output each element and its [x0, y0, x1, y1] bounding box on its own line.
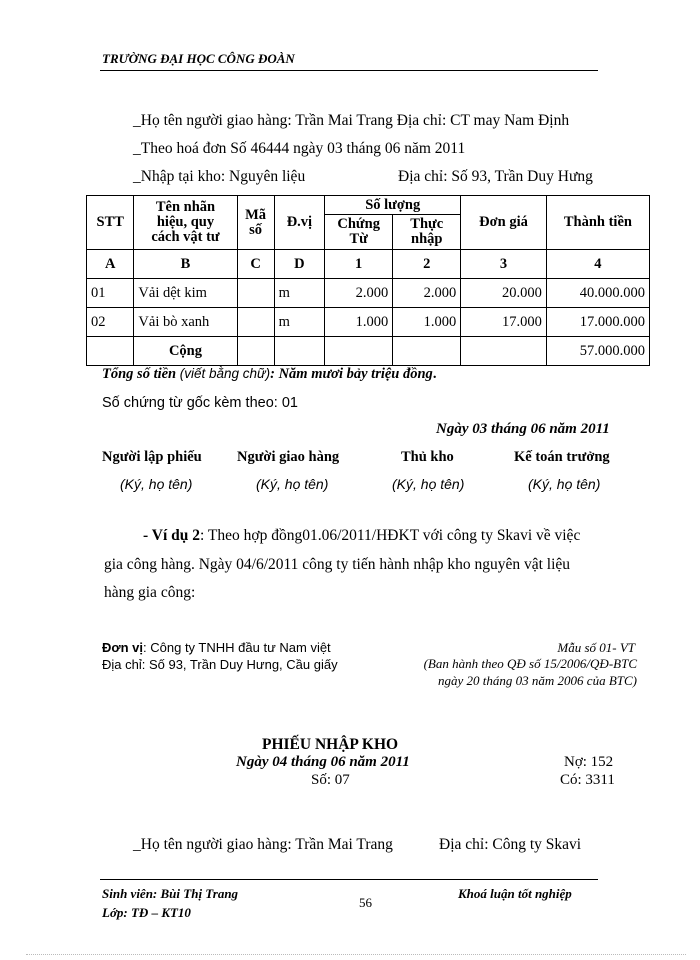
unit-line [102, 640, 331, 655]
row-name: Vải dệt kim [134, 279, 237, 308]
letter-cell: 1 [325, 250, 393, 279]
row-code [237, 308, 274, 337]
total-words-line: Tổng số tiền (viết bằng chữ): Năm mươi bảy triệu đồng. [102, 366, 437, 382]
total-empty [237, 337, 274, 366]
goods-table [86, 195, 650, 366]
sig-sub-deliverer: (Ký, họ tên) [256, 476, 329, 492]
letter-cell: B [134, 250, 237, 279]
row-amount: 40.000.000 [546, 279, 649, 308]
receipt2-date: Ngày 04 tháng 06 năm 2011 [236, 754, 410, 770]
row-qty-doc: 1.000 [325, 308, 393, 337]
page-edge-dots [26, 954, 686, 955]
deliverer-name: Trần Mai Trang [295, 112, 393, 129]
col-amount: Thành tiền [546, 196, 649, 250]
address-label-inline: Địa chỉ: [396, 112, 447, 129]
row-code [237, 279, 274, 308]
footer-rule [100, 879, 598, 880]
sig-title-chief-accountant: Kế toán trưởng [514, 449, 610, 465]
col-price: Đơn giá [461, 196, 547, 250]
example2-line3: hàng gia công: [104, 584, 196, 601]
col-qty-doc-l1: Chứng [337, 216, 380, 232]
total-empty [393, 337, 461, 366]
unit-label: Đơn vị [102, 640, 144, 655]
total-empty [87, 337, 134, 366]
letter-cell: 4 [546, 250, 649, 279]
warehouse-address-label: Địa chỉ: [398, 168, 448, 185]
row-stt: 01 [87, 279, 134, 308]
col-quantity: Số lượng [325, 196, 461, 215]
total-amount: 57.000.000 [546, 337, 649, 366]
receipt2-title: PHIẾU NHẬP KHO [262, 736, 399, 753]
row-qty-real: 2.000 [393, 279, 461, 308]
col-code-l1: Mã [245, 206, 267, 223]
example2-label: - Ví dụ 2 [143, 527, 200, 544]
unit-address: Địa chỉ: Số 93, Trần Duy Hưng, Cầu giấy [102, 657, 338, 672]
letter-cell: D [274, 250, 325, 279]
row-name: Vải bò xanh [134, 308, 237, 337]
total-empty [325, 337, 393, 366]
footer-class: Lớp: TĐ – KT10 [102, 905, 191, 920]
receipt2-debit: Nợ: 152 [564, 754, 614, 770]
receipt2-credit: Có: 3311 [560, 772, 615, 788]
letter-cell: 3 [461, 250, 547, 279]
unit-value: : Công ty TNHH đầu tư Nam việt [143, 640, 331, 655]
attached-docs: Số chứng từ gốc kèm theo: 01 [102, 395, 298, 411]
col-stt: STT [87, 196, 134, 250]
receipt2-deliverer-name: Trần Mai Trang [295, 836, 393, 853]
col-qty-doc-l2: Từ [349, 231, 368, 247]
warehouse-line [133, 168, 305, 186]
form-note-2: ngày 20 tháng 03 năm 2006 của BTC) [438, 673, 637, 688]
col-qty-real-l1: Thực [410, 216, 444, 232]
row-unit: m [274, 308, 325, 337]
letter-cell: 2 [393, 250, 461, 279]
school-header: TRƯỜNG ĐẠI HỌC CÔNG ĐOÀN [102, 51, 295, 66]
col-name [134, 196, 237, 250]
total-empty [274, 337, 325, 366]
total-words-value: Năm mươi bảy triệu đồng [278, 366, 433, 382]
row-qty-real: 1.000 [393, 308, 461, 337]
total-words-colon: : [270, 366, 275, 382]
col-name-l1: Tên nhãn [155, 199, 216, 215]
table-letter-row [87, 250, 650, 279]
receipt2-address-line [439, 836, 581, 854]
receipt2-number: Số: 07 [311, 772, 350, 788]
total-words-note: (viết bằng chữ) [179, 366, 271, 381]
row-qty-doc: 2.000 [325, 279, 393, 308]
total-empty [461, 337, 547, 366]
invoice-line: _Theo hoá đơn Số 46444 ngày 03 tháng 06 năm 2011 [133, 140, 466, 157]
form-number: Mẫu số 01- VT [557, 640, 635, 655]
sig-title-deliverer: Người giao hàng [237, 449, 340, 465]
total-words-label: Tổng số tiền [102, 366, 177, 382]
col-qty-real-l2: nhập [411, 231, 443, 247]
letter-cell: A [87, 250, 134, 279]
table-total-row [87, 337, 650, 366]
row-price: 20.000 [461, 279, 547, 308]
footer-student: Sinh viên: Bùi Thị Trang [102, 886, 239, 901]
warehouse-value: Nguyên liệu [229, 168, 306, 185]
example2-text1: : Theo hợp đồng01.06/2011/HĐKT với công ty Skavi về việc [200, 527, 581, 544]
receipt2-address-value: Công ty Skavi [492, 836, 582, 853]
sig-sub-preparer: (Ký, họ tên) [120, 476, 193, 492]
total-label: Cộng [134, 337, 237, 366]
row-price: 17.000 [461, 308, 547, 337]
deliverer-label: _Họ tên người giao hàng: [133, 112, 292, 129]
col-code-l2: số [249, 221, 263, 238]
row-amount: 17.000.000 [546, 308, 649, 337]
sig-sub-storekeeper: (Ký, họ tên) [392, 476, 465, 492]
col-qty-real [393, 215, 461, 250]
sign-date: Ngày 03 tháng 06 năm 2011 [436, 421, 610, 437]
col-qty-doc [325, 215, 393, 250]
example2-line1 [143, 527, 580, 545]
warehouse-address-value: Số 93, Trần Duy Hưng [451, 168, 593, 185]
col-unit: Đ.vị [274, 196, 325, 250]
warehouse-address [398, 168, 593, 186]
receipt2-address-label: Địa chỉ: [439, 836, 489, 853]
table-header-row [87, 196, 650, 215]
table-row [87, 279, 650, 308]
col-name-l3: cách vật tư [151, 229, 220, 245]
example2-line2: gia công hàng. Ngày 04/6/2011 công ty tiến hành nhập kho nguyên vật liệu [104, 556, 571, 573]
address-inline: CT may Nam Định [450, 112, 570, 129]
sig-title-preparer: Người lập phiếu [102, 449, 202, 465]
header-rule [100, 70, 598, 71]
col-name-l2: hiệu, quy [156, 214, 215, 230]
form-note-1: (Ban hành theo QĐ số 15/2006/QĐ-BTC [423, 656, 637, 671]
receipt2-deliverer-line [133, 836, 393, 854]
row-stt: 02 [87, 308, 134, 337]
table-row [87, 308, 650, 337]
page-number: 56 [359, 895, 372, 910]
receipt2-deliverer-label: _Họ tên người giao hàng: [133, 836, 292, 853]
footer-thesis: Khoá luận tốt nghiệp [458, 886, 572, 901]
sig-sub-chief-accountant: (Ký, họ tên) [528, 476, 601, 492]
deliverer-line [133, 112, 569, 130]
sig-title-storekeeper: Thủ kho [401, 449, 454, 465]
row-unit: m [274, 279, 325, 308]
letter-cell: C [237, 250, 274, 279]
warehouse-label: _Nhập tại kho: [133, 168, 226, 185]
col-code [237, 196, 274, 250]
